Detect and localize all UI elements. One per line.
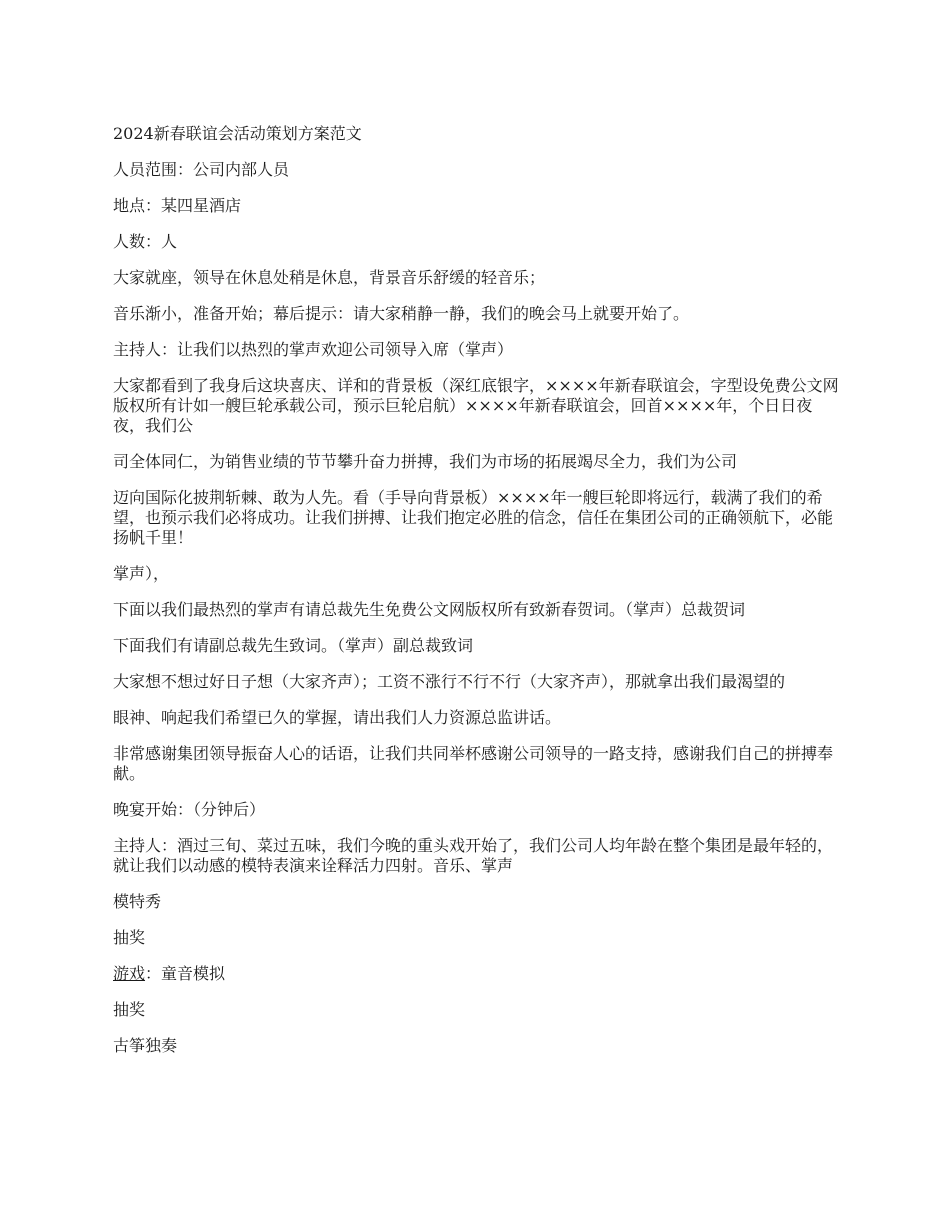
paragraph-guzheng: 古筝独奏: [113, 1036, 178, 1055]
paragraph-thanks: 非常感谢集团领导振奋人心的话语，让我们共同举杯感谢公司领导的一路支持，感谢我们自己的拼搏奉献。: [113, 744, 834, 783]
paragraph-applause: 掌声），: [113, 564, 170, 583]
paragraph-location: 地点：某四星酒店: [113, 196, 242, 215]
paragraph-good-days: 大家想不想过好日子想（大家齐声）；工资不涨行不行不行（大家齐声），那就拿出我们最渴望的: [113, 672, 786, 691]
document-page: [113, 124, 841, 1072]
paragraph-music: 音乐渐小，准备开始；幕后提示：请大家稍静一静，我们的晚会马上就要开始了。: [113, 304, 690, 323]
paragraph-dinner-start: 晚宴开始：（分钟后）: [113, 800, 266, 819]
document-title: 2024新春联谊会活动策划方案范文: [113, 124, 362, 143]
paragraph-seating: 大家就座，领导在休息处稍是休息，背景音乐舒缓的轻音乐；: [113, 268, 546, 287]
paragraph-host-welcome: 主持人：让我们以热烈的掌声欢迎公司领导入席（掌声）: [113, 340, 514, 359]
paragraph-headcount: 人数：人: [113, 232, 178, 251]
paragraph-host-show: 主持人：酒过三旬、菜过五味，我们今晚的重头戏开始了，我们公司人均年龄在整个集团是最年轻的，就让我们以动感的模特表演来诠释活力四射。音乐、掌声: [113, 836, 834, 875]
paragraph-lottery-2: 抽奖: [113, 1000, 146, 1019]
paragraph-hr-speech: 眼神、响起我们希望已久的掌握，请出我们人力资源总监讲话。: [113, 708, 562, 727]
paragraph-model-show: 模特秀: [113, 892, 162, 911]
paragraph-scope: 人员范围：公司内部人员: [113, 160, 290, 179]
paragraph-colleagues: 司全体同仁，为销售业绩的节节攀升奋力拼搏，我们为市场的拓展竭尽全力，我们为公司: [113, 452, 738, 471]
paragraph-backdrop: 大家都看到了我身后这块喜庆、详和的背景板（深红底银字，××××年新春联谊会，字型设免费公文网版权所有计如一艘巨轮承载公司，预示巨轮启航）××××年新春联谊会，回首××××年，个日日夜夜，我们公: [113, 376, 839, 435]
paragraph-ship: 迈向国际化披荆斩棘、敢为人先。看（手导向背景板）××××年一艘巨轮即将远行，载满了我们的希望，也预示我们必将成功。让我们拼搏、让我们抱定必胜的信念，信任在集团公司的正确领航下，必能扬帆千里！: [113, 488, 834, 547]
paragraph-game: [113, 964, 841, 984]
paragraph-lottery-1: 抽奖: [113, 928, 146, 947]
game-description: ：童音模拟: [145, 964, 226, 983]
game-link[interactable]: 游戏: [113, 964, 146, 983]
paragraph-vp-speech: 下面我们有请副总裁先生致词。（掌声）副总裁致词: [113, 636, 474, 655]
paragraph-president-speech: 下面以我们最热烈的掌声有请总裁先生免费公文网版权所有致新春贺词。（掌声）总裁贺词: [113, 600, 746, 619]
